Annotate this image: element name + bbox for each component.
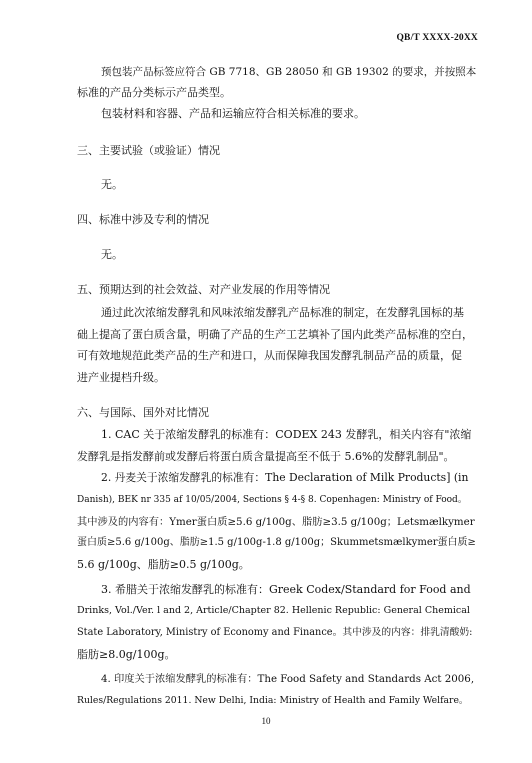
- paragraph-line: State Laboratory, Ministry of Economy and Finance。其中涉及的内容：排乳清酸奶:: [77, 627, 473, 638]
- paragraph-line: 发酵乳是指发酵前或发酵后将蛋白质含量提高至不低于 5.6%的发酵乳制品"。: [77, 450, 455, 463]
- section-heading-4: 四、标准中涉及专利的情况: [77, 213, 209, 226]
- document-code-header: QB/T XXXX-20XX: [396, 33, 478, 43]
- paragraph-line: 进产业提档升级。: [77, 371, 165, 384]
- section-heading-5: 五、预期达到的社会效益、对产业发展的作用等情况: [77, 283, 330, 296]
- section-heading-3: 三、主要试验（或验证）情况: [77, 144, 220, 157]
- paragraph-line: 通过此次浓缩发酵乳和风味浓缩发酵乳产品标准的制定，在发酵乳国标的基: [101, 306, 464, 319]
- paragraph-line: 脂肪≥8.0g/100g。: [77, 648, 176, 661]
- paragraph-line: Rules/Regulations 2011. New Delhi, India: Ministry of Health and Family Welfare。: [77, 695, 469, 706]
- paragraph-line: 无。: [101, 178, 123, 191]
- paragraph-line: 无。: [101, 248, 123, 261]
- paragraph-line: 2. 丹麦关于浓缩发酵乳的标准有：The Declaration of Milk Products] (in: [101, 471, 469, 484]
- paragraph-line: 蛋白质≥5.6 g/100g、脂肪≥1.5 g/100g-1.8 g/100g；Skummetsmælkymer蛋白质≥: [77, 537, 476, 548]
- paragraph-line: 4. 印度关于浓缩发酵乳的标准有：The Food Safety and Standards Act 2006,: [101, 673, 475, 685]
- paragraph-line: 础上提高了蛋白质含量，明确了产品的生产工艺填补了国内此类产品标准的空白，: [77, 328, 473, 341]
- paragraph-line: 1. CAC 关于浓缩发酵乳的标准有：CODEX 243 发酵乳，相关内容有"浓缩: [101, 428, 472, 441]
- paragraph-line: 包装材料和容器、产品和运输应符合相关标准的要求。: [101, 107, 365, 120]
- paragraph-line: 3. 希腊关于浓缩发酵乳的标准有：Greek Codex/Standard for Food and: [101, 583, 471, 596]
- page-number: 10: [261, 716, 271, 726]
- paragraph-line: 标准的产品分类标示产品类型。: [77, 86, 231, 99]
- paragraph-line: 可有效地规范此类产品的生产和进口，从而保障我国发酵乳制品产品的质量，促: [77, 349, 462, 362]
- paragraph-line: 其中涉及的内容有：Ymer蛋白质≥5.6 g/100g、脂肪≥3.5 g/100g；Letsmælkymer: [77, 516, 475, 528]
- section-heading-6: 六、与国际、国外对比情况: [77, 406, 209, 419]
- paragraph-line: Drinks, Vol./Ver. l and 2, Article/Chapter 82. Hellenic Republic: General Chemical: [77, 605, 470, 616]
- paragraph-line: 5.6 g/100g、脂肪≥0.5 g/100g。: [77, 558, 250, 571]
- paragraph-line: 预包装产品标签应符合 GB 7718、GB 28050 和 GB 19302 的要求，并按照本: [101, 66, 477, 78]
- paragraph-line: Danish), BEK nr 335 af 10/05/2004, Sections § 4-§ 8. Copenhagen: Ministry of Food。: [77, 495, 467, 505]
